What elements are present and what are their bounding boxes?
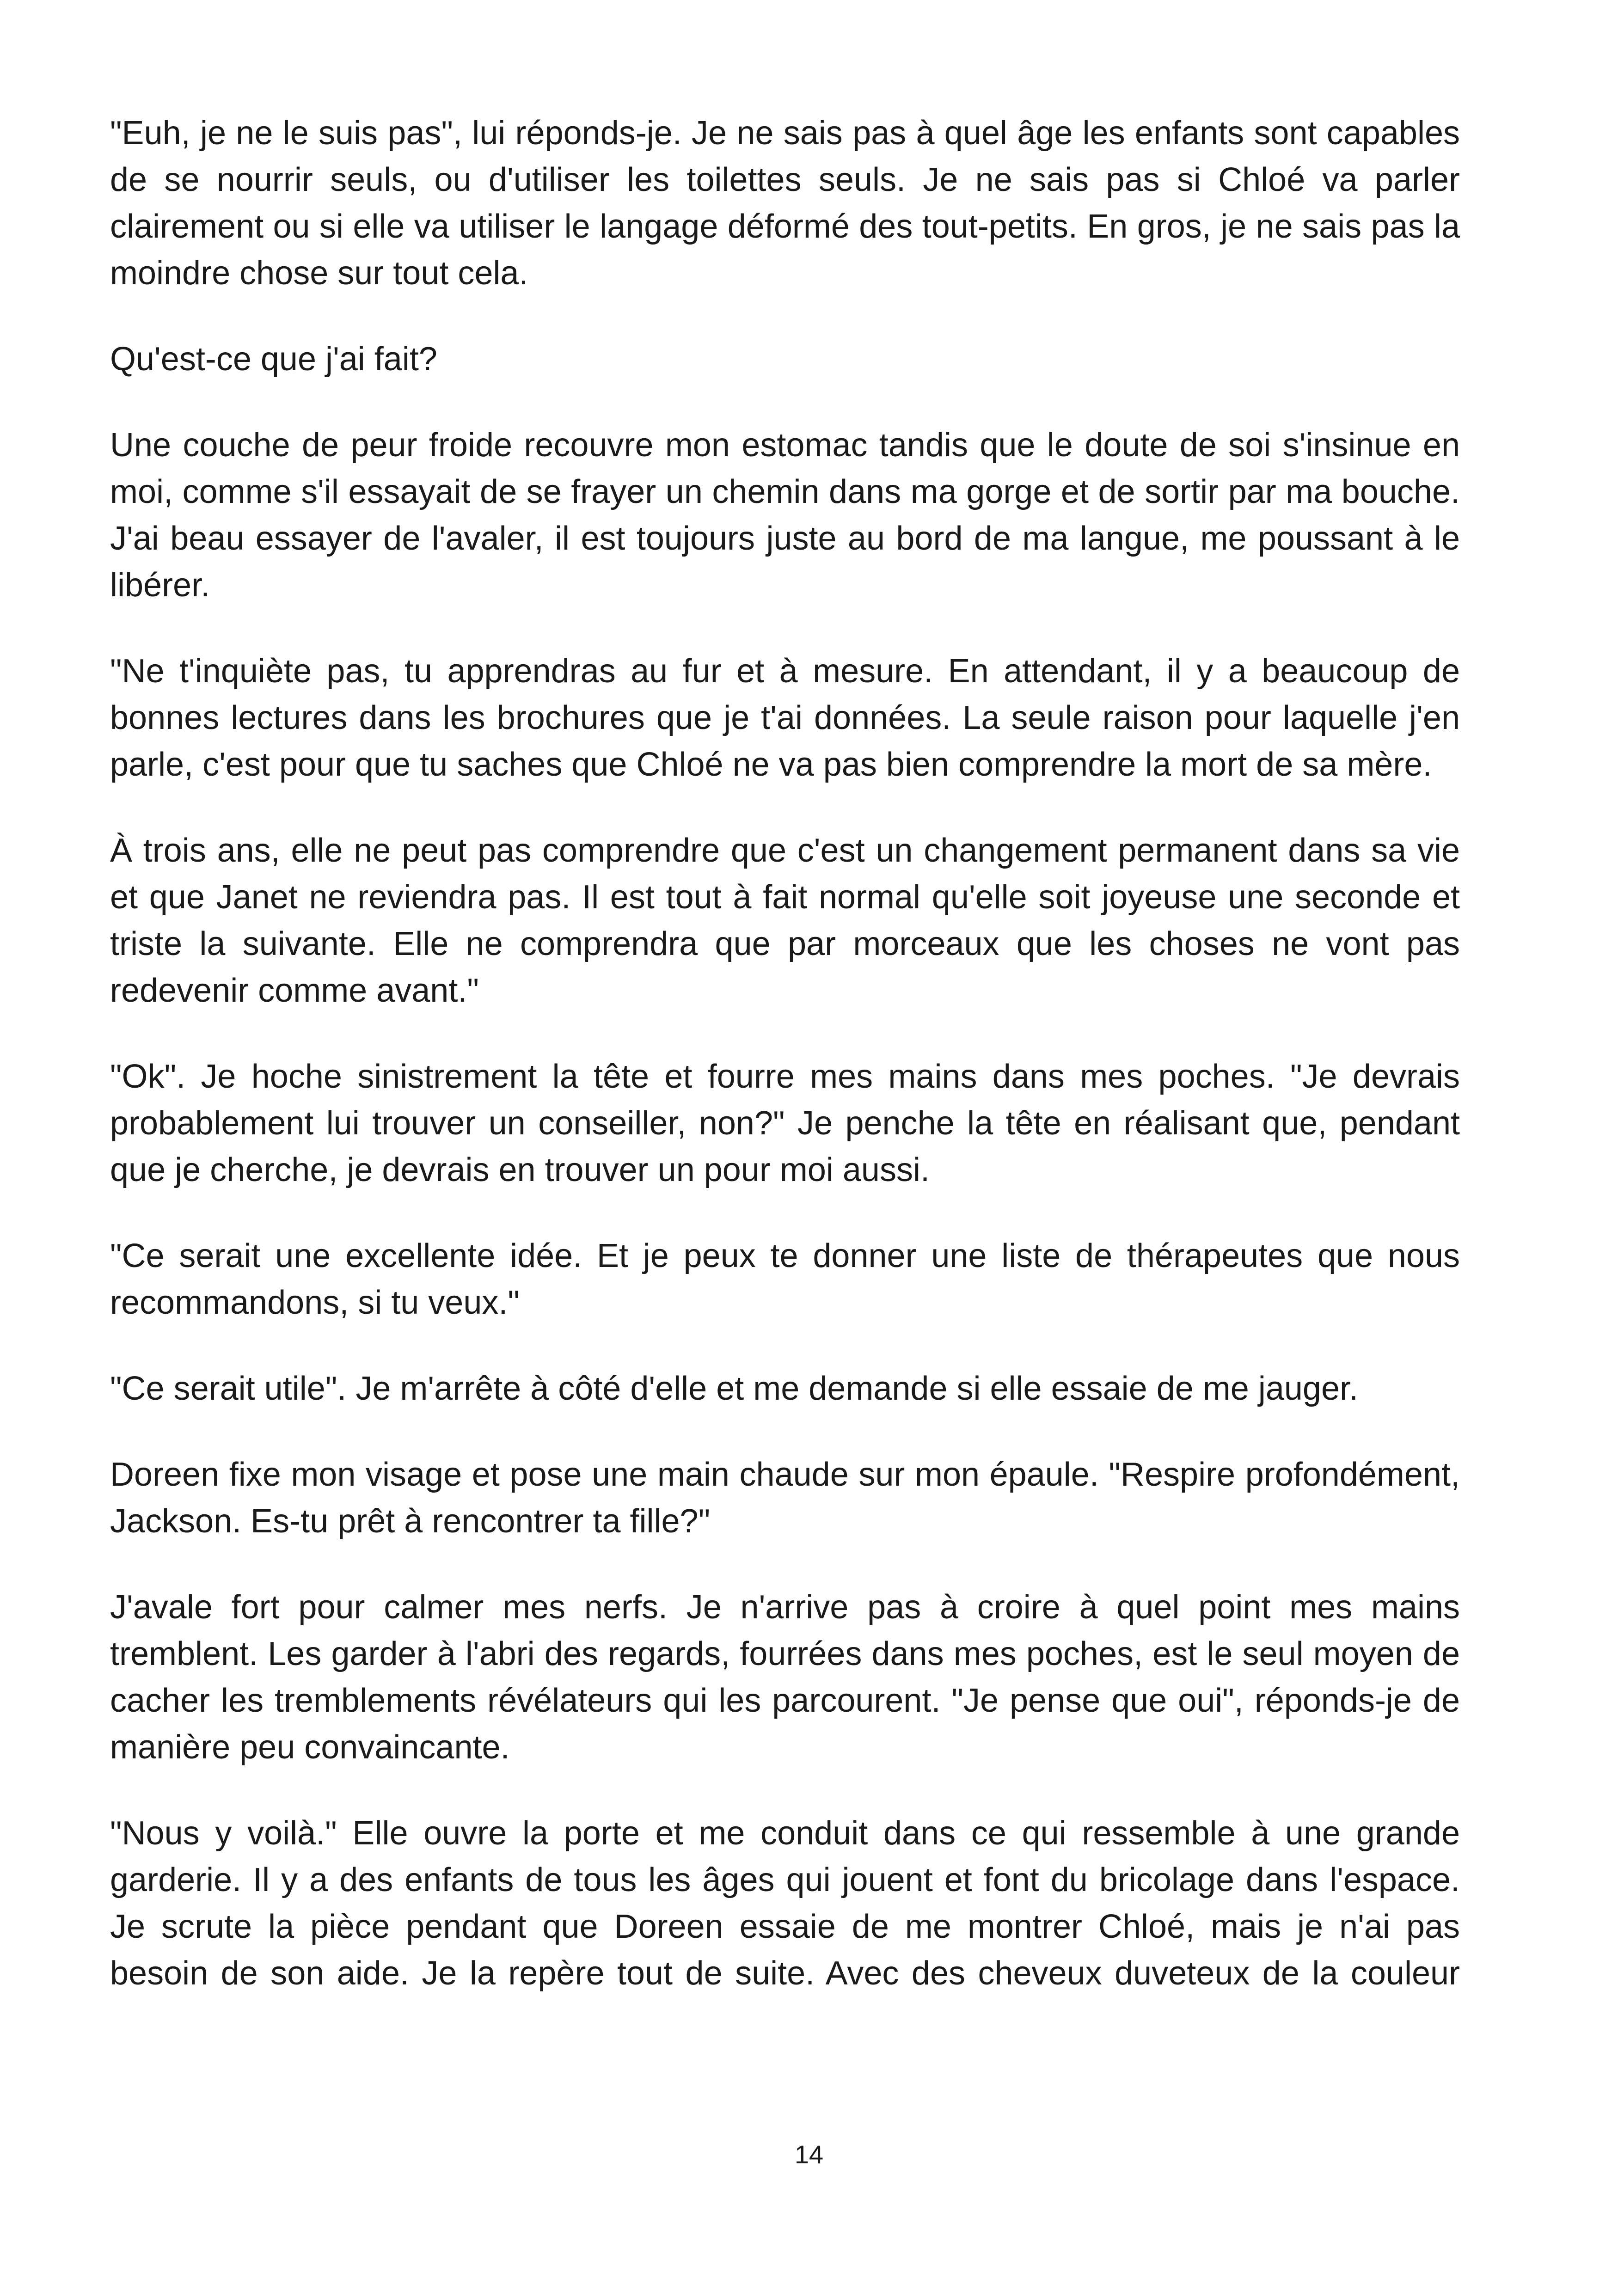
paragraph: À trois ans, elle ne peut pas comprendre que c'est un changement permanent dans sa vie et que Janet ne reviendra pas. Il est tout à fait normal qu'elle soit joyeuse une seconde et triste la suivante. Elle ne comprendra que par morceaux que les choses ne vont pas redevenir comme avant." bbox=[110, 832, 1460, 1009]
paragraph: "Euh, je ne le suis pas", lui réponds-je. Je ne sais pas à quel âge les enfants sont capables de se nourrir seuls, ou d'utiliser les toilettes seuls. Je ne sais pas si Chloé va parler clairement ou si elle va utiliser le langage déformé des tout-petits. En gros, je ne sais pas la moindre chose sur tout cela. bbox=[110, 115, 1460, 292]
paragraph: "Ce serait utile". Je m'arrête à côté d'elle et me demande si elle essaie de me jauger. bbox=[110, 1370, 1358, 1407]
paragraph: "Nous y voilà." Elle ouvre la porte et me conduit dans ce qui ressemble à une grande garderie. Il y a des enfants de tous les âges qui jouent et font du bricolage dans l'espace. Je scrute la pièce pendant que Doreen essaie de me montrer Chloé, mais je n'ai pas besoin de son aide. Je la repère tout de suite. Avec des cheveux duveteux de la couleur bbox=[110, 1815, 1460, 1992]
paragraph: Qu'est-ce que j'ai fait? bbox=[110, 341, 437, 378]
body-text bbox=[110, 110, 1460, 2036]
paragraph: J'avale fort pour calmer mes nerfs. Je n'arrive pas à croire à quel point mes mains tremblent. Les garder à l'abri des regards, fourrées dans mes poches, est le seul moyen de cacher les tremblements révélateurs qui les parcourent. "Je pense que oui", réponds-je de manière peu convaincante. bbox=[110, 1589, 1460, 1766]
page-number: 14 bbox=[794, 2140, 824, 2169]
paragraph: Une couche de peur froide recouvre mon estomac tandis que le doute de soi s'insinue en moi, comme s'il essayait de se frayer un chemin dans ma gorge et de sortir par ma bouche. J'ai beau essayer de l'avaler, il est toujours juste au bord de ma langue, me poussant à le libérer. bbox=[110, 427, 1460, 604]
paragraph: Doreen fixe mon visage et pose une main chaude sur mon épaule. "Respire profondément, Jackson. Es-tu prêt à rencontrer ta fille?" bbox=[110, 1456, 1460, 1540]
paragraph: "Ok". Je hoche sinistrement la tête et fourre mes mains dans mes poches. "Je devrais probablement lui trouver un conseiller, non?" Je penche la tête en réalisant que, pendant que je cherche, je devrais en trouver un pour moi aussi. bbox=[110, 1058, 1460, 1188]
paragraph: "Ne t'inquiète pas, tu apprendras au fur et à mesure. En attendant, il y a beaucoup de bonnes lectures dans les brochures que je t'ai données. La seule raison pour laquelle j'en parle, c'est pour que tu saches que Chloé ne va pas bien comprendre la mort de sa mère. bbox=[110, 653, 1460, 783]
paragraph: "Ce serait une excellente idée. Et je peux te donner une liste de thérapeutes que nous recommandons, si tu veux." bbox=[110, 1237, 1460, 1321]
